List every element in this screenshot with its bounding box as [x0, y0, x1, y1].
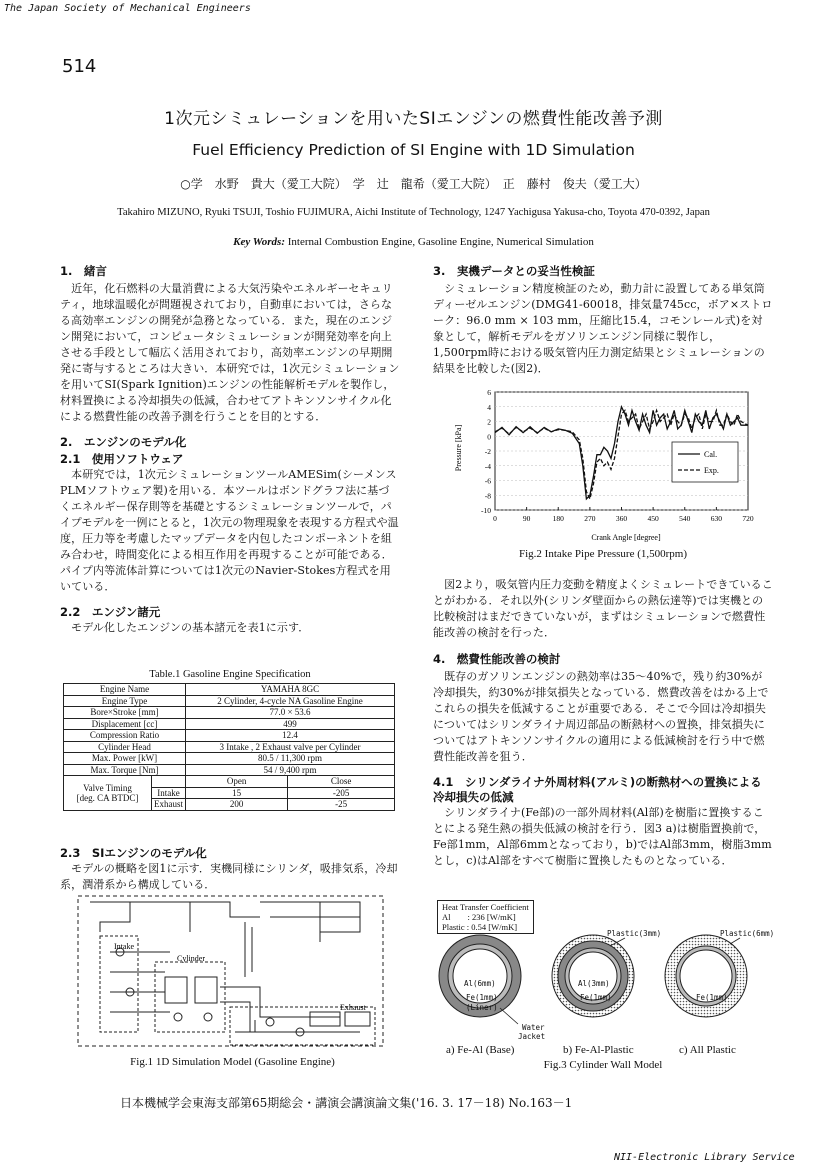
spec-row [64, 718, 395, 730]
table-caption: Table.1 Gasoline Engine Specification [149, 669, 311, 680]
x-axis-label: Crank Angle [degree] [591, 533, 661, 542]
spec-value: 80.5 / 11,300 rpm [186, 753, 395, 765]
society-header: The Japan Society of Mechanical Engineers [4, 3, 251, 14]
legend-label: Exp. [704, 466, 719, 475]
y-tick-label: 0 [487, 432, 491, 442]
section4-body: 既存のガソリンエンジンの熱効率は35～40%で，残り約30%が冷却損失，約30%が排気損失となっている．燃費改善をはかる上でこれらの損失を低減することが重要である．そこで今回は冷却損失についてはシリンダライナ周辺部品の断熱材への置換，排気損失についてはアトキンソンサイクルの適用による低減検討を行う中で燃費性能改善を狙う． [433, 670, 769, 763]
spec-label: Max. Power [kW] [64, 753, 186, 765]
title-english: Fuel Efficiency Prediction of SI Engine with 1D Simulation [192, 141, 635, 159]
spec-row [64, 753, 395, 765]
fig3-caption: Fig.3 Cylinder Wall Model [543, 1059, 663, 1071]
fig3-b-label: b) Fe-Al-Plastic [563, 1044, 634, 1056]
spec-label: Cylinder Head [64, 741, 186, 753]
label-c-fe: Fe(1mm) [696, 993, 728, 1002]
label-a-liner: (Liner) [466, 1003, 498, 1012]
fig3-a-label: a) Fe-Al (Base) [446, 1044, 515, 1056]
section2-2-heading: 2.2 エンジン諸元 [60, 605, 161, 619]
spec-label: Bore×Stroke [mm] [64, 707, 186, 719]
fig2-caption: Fig.2 Intake Pipe Pressure (1,500rpm) [518, 548, 688, 560]
htc-title: Heat Transfer Coefficient [442, 902, 529, 912]
simulation-model-diagram [70, 892, 400, 1058]
section1-body: 近年，化石燃料の大量消費による大気汚染やエネルギーセキュリティ，地球温暖化が問題視されており，自動車においては，さらなる高効率エンジンの開発が急務となっている．また，現在のエンジン開発において，コンピュータシミュレーションが開発効率を向上させる手段として幅広く活用されており，高効率エンジンの早期開発に寄与するところは大きい．本研究では，1次元シミュレーションを用いてSI(Spark Ignition)エンジンの性能解析モデルを製作し，材料置換による冷却損失の低減，合わせてアトキンソンサイクル化による燃費性能の改善予測を行うことを目的とする． [60, 282, 400, 423]
keywords-label: Key Words: [233, 236, 285, 248]
valve-timing-header-row [64, 776, 395, 788]
htc-plastic: Plastic : 0.54 [W/mK] [442, 922, 518, 932]
intake-open: 15 [186, 787, 288, 799]
y-tick-label: -8 [484, 491, 491, 501]
spec-value: 54 / 9,400 rpm [186, 764, 395, 776]
keywords-line [0, 236, 827, 248]
section1-heading: 1. 緒言 [60, 264, 107, 278]
legend-box [672, 442, 738, 482]
page-number: 514 [62, 56, 97, 77]
section2-heading: 2. エンジンのモデル化 [60, 435, 187, 449]
legend-label: Cal. [704, 450, 718, 459]
exhaust-label: Exhaust [152, 799, 186, 811]
spec-row [64, 741, 395, 753]
spec-label: Compression Ratio [64, 730, 186, 742]
y-tick-label: 6 [487, 388, 491, 397]
label-plastic-3mm: Plastic(3mm) [607, 929, 662, 938]
x-tick-label: 450 [647, 514, 659, 523]
exhaust-open: 200 [186, 799, 288, 811]
x-tick-label: 630 [710, 514, 722, 523]
section4-1-body: シリンダライナ(Fe部)の一部外周材料(Al部)を樹脂に置換することによる発生熱の損失低減の検討を行う．図3 a)は樹脂置換前で，Fe部1mm，Al部6mmとなっており，b)ではAl部3mm，樹脂3mmとし，c)はAl部をすべて樹脂に置換したものとなっている． [433, 806, 772, 867]
label-water: Water [522, 1023, 545, 1032]
x-tick-label: 540 [679, 514, 691, 523]
x-tick-label: 720 [742, 514, 754, 523]
spec-row [64, 730, 395, 742]
section2-2-body: モデル化したエンジンの基本諸元を表1に示す． [60, 621, 310, 634]
label-a-al: Al(6mm) [464, 979, 496, 988]
spec-value: 499 [186, 718, 395, 730]
open-header: Open [186, 776, 288, 788]
x-tick-label: 360 [615, 514, 628, 523]
section2-3-body: モデルの概略を図1に示す．実機同様にシリンダ，吸排気系，冷却系，潤滑系から構成している． [60, 862, 398, 891]
spec-label: Engine Type [64, 695, 186, 707]
section2-1-heading: 2.1 使用ソフトウェア [60, 452, 184, 466]
keywords: Internal Combustion Engine, Gasoline Engine, Numerical Simulation [287, 236, 594, 248]
spec-row [64, 695, 395, 707]
label-b-fe: Fe(1mm) [580, 993, 612, 1002]
spec-value: 12.4 [186, 730, 395, 742]
authors-japanese: ○学 水野 貴大（愛工大院） 学 辻 龍希（愛工大院） 正 藤村 俊夫（愛工大） [180, 177, 647, 191]
spec-value: 3 Intake , 2 Exhaust valve per Cylinder [186, 741, 395, 753]
intake-label: Intake [114, 942, 134, 951]
section3-body: シミュレーション精度検証のため，動力計に設置してある単気筒ディーゼルエンジン(DMG41-60018，排気量745cc，ボア×ストローク：96.0 mm × 103 mm，圧縮比15.4，コモンレール式)を対象として，解析モデルをガソリンエンジン同様に製作し，1,500rpm時における吸気管内圧力測定結果とシミュレーションの結果を比較した(図2)． [433, 282, 773, 375]
x-tick-label: 90 [522, 514, 531, 523]
intake-label: Intake [152, 787, 186, 799]
section3-body-2: 図2より，吸気管内圧力変動を精度よくシミュレートできていることがわかる．それ以外(シリンダ壁面からの熱伝達等)では実機との比較検討はまだできていないが，まずはシミュレーションで燃費性能改善の検討を行った． [433, 578, 773, 639]
x-tick-label: 180 [552, 514, 564, 523]
cylinder-b [552, 935, 634, 1017]
cylinder-label: Cylinder [177, 954, 205, 963]
valve-timing-label: Valve Timing [deg. CA BTDC] [64, 776, 152, 811]
label-a-fe: Fe(1mm) [466, 993, 498, 1002]
htc-al: Al : 236 [W/mK] [442, 912, 516, 922]
intake-pressure-chart [450, 386, 770, 546]
spec-value: YAMAHA 8GC [186, 684, 395, 696]
cylinder-c [665, 935, 747, 1017]
spec-table [63, 683, 395, 811]
fig1-caption: Fig.1 1D Simulation Model (Gasoline Engine) [130, 1056, 335, 1068]
y-axis-label: Pressure [kPa] [454, 424, 463, 472]
spec-row [64, 707, 395, 719]
x-tick-label: 0 [493, 514, 497, 523]
spec-row [64, 764, 395, 776]
title-japanese: 1次元シミュレーションを用いたSIエンジンの燃費性能改善予測 [164, 109, 663, 129]
exhaust-label: Exhaust [340, 1003, 366, 1012]
spec-label: Max. Torque [Nm] [64, 764, 186, 776]
y-tick-label: 4 [487, 402, 491, 412]
library-footer: NII-Electronic Library Service [614, 1152, 795, 1163]
fig3-c-label: c) All Plastic [679, 1044, 736, 1056]
label-b-al: Al(3mm) [578, 979, 610, 988]
y-tick-label: 2 [487, 417, 491, 427]
y-tick-label: -6 [484, 476, 491, 486]
spec-value: 77.0 × 53.6 [186, 707, 395, 719]
proceedings-footer: 日本機械学会東海支部第65期総会・講演会講演論文集('16. 3. 17－18) No.163－1 [120, 1096, 573, 1110]
label-plastic-6mm: Plastic(6mm) [720, 929, 775, 938]
y-tick-label: -2 [484, 447, 491, 456]
section4-heading: 4. 燃費性能改善の検討 [433, 652, 561, 666]
section2-3-heading: 2.3 SIエンジンのモデル化 [60, 846, 207, 860]
spec-label: Engine Name [64, 684, 186, 696]
authors-english: Takahiro MIZUNO, Ryuki TSUJI, Toshio FUJIMURA, Aichi Institute of Technology, 1247 Yachigusa Yakusa-cho, Toyota 470-0392, Japan [117, 207, 710, 218]
y-tick-label: -10 [481, 506, 491, 515]
section3-heading: 3. 実機データとの妥当性検証 [433, 264, 595, 278]
label-jacket: Jacket [518, 1032, 546, 1041]
spec-value: 2 Cylinder, 4-cycle NA Gasoline Engine [186, 695, 395, 707]
intake-close: -205 [288, 787, 395, 799]
spec-row [64, 684, 395, 696]
close-header: Close [288, 776, 395, 788]
section4-1-heading: 4.1 シリンダライナ外周材料(アルミ)の断熱材への置換による冷却損失の低減 [433, 775, 762, 804]
x-tick-label: 270 [584, 514, 596, 523]
spec-label: Displacement [cc] [64, 718, 186, 730]
section2-1-body: 本研究では，1次元シミュレーションツールAMESim(シーメンスPLMソフトウェア製)を用いる．本ツールはボンドグラフ法に基づくエネルギー保存則等を基礎とするシミュレーションツールで，パイプモデルを一例にとると，1次元の物理現象を表現する方程式や温度，圧力等を考慮したマップデータを内包したコンポーネントを組み合わせ，時間変化による相互作用を再現することが可能である．パイプ内等流体計算については1次元のNavier-Stokes方程式を用いている． [60, 468, 399, 593]
exhaust-close: -25 [288, 799, 395, 811]
cylinder-wall-diagram [430, 928, 790, 1060]
y-tick-label: -4 [484, 461, 491, 471]
